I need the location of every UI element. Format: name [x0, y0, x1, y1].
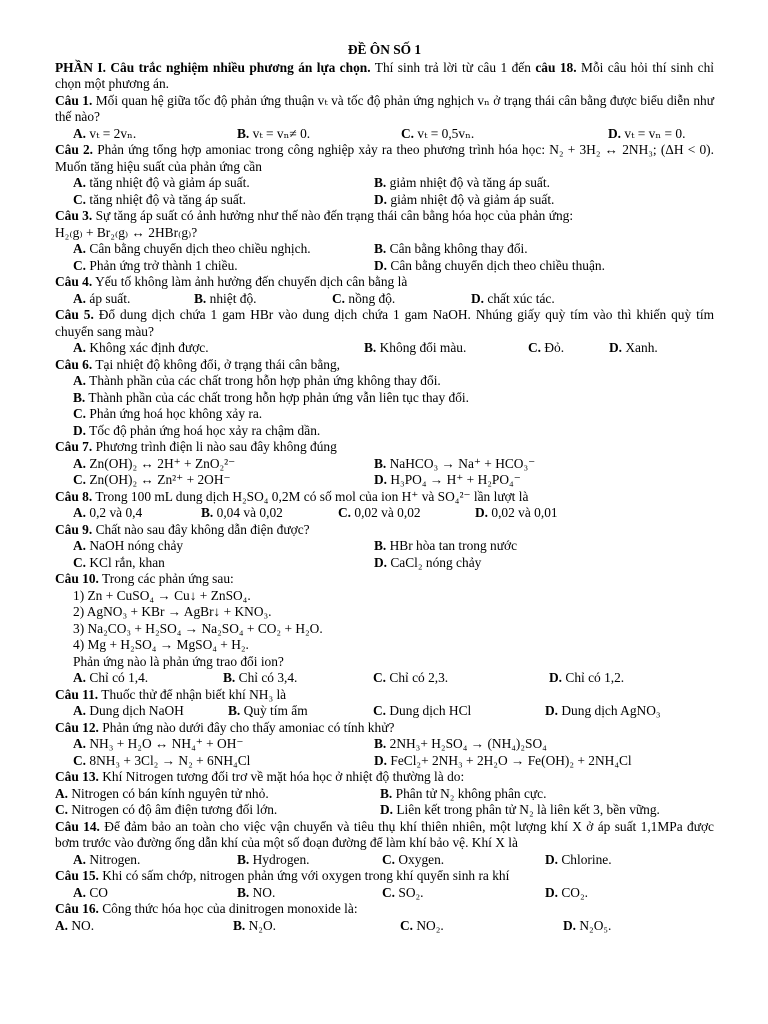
option-c[interactable]: C. Phản ứng hoá học không xảy ra. — [73, 406, 263, 421]
question-3-equation: H₂₍g₎ + Br₂₍g₎ ↔ 2HBr₍g₎? — [55, 224, 198, 240]
option-c[interactable]: C. KCl rắn, khan — [73, 554, 165, 570]
option-d[interactable]: D. Liên kết trong phân tử N₂ là liên kết 3, bền vững. — [380, 802, 660, 817]
option-d[interactable]: D. Cân bằng chuyển dịch theo chiều thuận. — [374, 257, 605, 273]
question-12: Câu 12. Phản ứng nào dưới đây cho thấy amoniac có tính khử? — [55, 719, 395, 735]
options-5 — [55, 340, 714, 357]
options-11 — [55, 703, 714, 720]
option-d[interactable]: D. chất xúc tác. — [471, 290, 555, 306]
question-13: Câu 13. Khí Nitrogen tương đối trơ về mặt hóa học ở nhiệt độ thường là do: — [55, 769, 465, 784]
options-13-row2 — [55, 802, 714, 819]
option-c[interactable]: C. Đỏ. — [528, 340, 565, 355]
option-a[interactable]: A. tăng nhiệt độ và giảm áp suất. — [73, 175, 250, 190]
question-10-ask: Phản ứng nào là phản ứng trao đổi ion? — [73, 653, 284, 669]
question-2: Câu 2. Phản ứng tổng hợp amoniac trong công nghiệp xảy ra theo phương trình hóa học: N₂ + 3H₂ ↔ 2NH₃; (ΔH < 0). Muốn tăng hiệu suất của phản ứng cần — [55, 142, 714, 174]
reaction-2: 2) AgNO₃ + KBr → AgBr↓ + KNO₃. — [73, 604, 272, 619]
option-d[interactable]: D. Dung dịch AgNO₃ — [545, 703, 661, 718]
question-1 — [55, 93, 714, 126]
option-a[interactable]: A. Chỉ có 1,4. — [73, 670, 149, 685]
question-4: Câu 4. Yếu tố không làm ảnh hưởng đến chuyển dịch cân bằng là — [55, 274, 408, 289]
option-b[interactable]: B. Chỉ có 3,4. — [223, 670, 298, 685]
option-b[interactable]: B. Hydrogen. — [237, 851, 310, 867]
option-b[interactable]: B. 0,04 và 0,02 — [201, 505, 283, 520]
question-6: Câu 6. Tại nhiệt độ không đổi, ở trạng thái cân bằng, — [55, 356, 341, 372]
option-b[interactable]: B. Không đổi màu. — [364, 340, 467, 355]
option-b[interactable]: B. giảm nhiệt độ và tăng áp suất. — [374, 175, 550, 190]
intro-text-2: Mỗi câu hỏi thí sinh chỉ chọn một phương án. — [55, 59, 715, 91]
option-b[interactable]: B. nhiệt độ. — [194, 290, 257, 306]
option-a[interactable]: A. 0,2 và 0,4 — [73, 505, 143, 520]
option-c[interactable]: C. Chỉ có 2,3. — [373, 670, 449, 685]
option-d[interactable]: D. H₃PO₄ → H⁺ + H₂PO₄⁻ — [374, 472, 521, 487]
option-c[interactable]: C. 8NH₃ + 3Cl₂ → N₂ + 6NH₄Cl — [73, 752, 251, 768]
option-b[interactable]: B. 2NH₃+ H₂SO₄ → (NH₄)₂SO₄ — [374, 736, 547, 751]
option-d[interactable]: D. CaCl₂ nóng chảy — [374, 554, 482, 570]
option-c[interactable]: C. Dung dịch HCl — [373, 703, 472, 718]
reaction-1: 1) Zn + CuSO₄ → Cu↓ + ZnSO₄. — [73, 587, 251, 603]
options-3-row2 — [55, 258, 714, 275]
options-9-row2 — [55, 555, 714, 572]
option-b[interactable]: B. vₜ = vₙ≠ 0. — [237, 125, 311, 141]
option-b[interactable]: B. Thành phần của các chất trong hỗn hợp phản ứng vẫn liên tục thay đổi. — [73, 389, 469, 405]
option-d[interactable]: D. Chlorine. — [545, 851, 612, 867]
option-a[interactable]: A. áp suất. — [73, 290, 131, 306]
question-16: Câu 16. Công thức hóa học của dinitrogen monoxide là: — [55, 901, 358, 916]
option-a[interactable]: A. CO — [73, 884, 108, 900]
option-a[interactable]: A. NaOH nóng chảy — [73, 538, 184, 553]
option-a[interactable]: A. Dung dịch NaOH — [73, 703, 184, 718]
option-d[interactable]: D. N₂O₅. — [563, 917, 612, 933]
options-13-row1 — [55, 786, 714, 803]
option-d[interactable]: D. CO₂. — [545, 884, 588, 900]
question-11: Câu 11. Thuốc thử để nhận biết khí NH₃ là — [55, 686, 287, 702]
option-d[interactable]: D. Tốc độ phản ứng hoá học xảy ra chậm dần. — [73, 422, 321, 438]
options-12-row1 — [55, 736, 714, 753]
option-b[interactable]: B. NaHCO₃ → Na⁺ + HCO₃⁻ — [374, 455, 536, 471]
option-c[interactable]: C. NO₂. — [400, 917, 444, 933]
options-4 — [55, 291, 714, 308]
option-c[interactable]: C. SO₂. — [382, 884, 424, 900]
option-c[interactable]: C. 0,02 và 0,02 — [338, 505, 421, 520]
option-c[interactable]: C. Phản ứng trở thành 1 chiều. — [73, 257, 238, 273]
option-c[interactable]: C. Zn(OH)₂ ↔ Zn²⁺ + 2OH⁻ — [73, 472, 231, 487]
option-b[interactable]: B. Quỳ tím ẩm — [228, 703, 308, 718]
option-b[interactable]: B. N₂O. — [233, 917, 276, 933]
options-2-row2 — [55, 192, 714, 209]
option-a[interactable]: A. Không xác định được. — [73, 340, 209, 355]
option-a[interactable]: A. NO. — [55, 917, 95, 933]
options-7-row2 — [55, 472, 714, 489]
options-7-row1 — [55, 456, 714, 473]
option-d[interactable]: D. Xanh. — [609, 340, 658, 355]
options-1 — [55, 126, 714, 143]
options-15 — [55, 885, 714, 902]
question-7: Câu 7. Phương trình điện li nào sau đây không đúng — [55, 439, 337, 454]
reaction-4: 4) Mg + H₂SO₄ → MgSO₄ + H₂. — [73, 637, 249, 652]
option-c[interactable]: C. vₜ = 0,5vₙ. — [401, 125, 475, 141]
option-a[interactable]: A. Nitrogen. — [73, 851, 141, 867]
option-b[interactable]: B. Phân tử N₂ không phân cực. — [380, 785, 547, 801]
option-d[interactable]: D. FeCl₂+ 2NH₃ + 2H₂O → Fe(OH)₂ + 2NH₄Cl — [374, 752, 632, 768]
option-c[interactable]: C. tăng nhiệt độ và tăng áp suất. — [73, 191, 246, 207]
options-12-row2 — [55, 753, 714, 770]
question-10: Câu 10. Trong các phản ứng sau: — [55, 571, 234, 586]
option-b[interactable]: B. NO. — [237, 884, 276, 900]
question-14: Câu 14. Để đảm bảo an toàn cho việc vận chuyển và tiêu thụ khí thiên nhiên, một lượng khí X ở áp suất 1,1MPa được bơm trước vào đường ống dẫn khí của một số đoạn đường để làm khí bảo vệ. Khí X là — [55, 818, 715, 850]
options-2-row1 — [55, 175, 714, 192]
question-8: Câu 8. Trong 100 mL dung dịch H₂SO₄ 0,2M có số mol của ion H⁺ và SO₄²⁻ lần lượt là — [55, 488, 529, 504]
question-text: Mối quan hệ giữa tốc độ phản ứng thuận vₜ và tốc độ phản ứng nghịch vₙ ở trạng thái cân bằng được biểu diễn như thế nào? — [55, 92, 714, 124]
intro — [55, 60, 714, 93]
intro-text: Thí sinh trả lời từ câu 1 đến — [370, 59, 536, 75]
option-c[interactable]: C. Oxygen. — [382, 851, 445, 867]
option-a[interactable]: A. Nitrogen có bán kính nguyên tử nhỏ. — [55, 785, 269, 801]
option-d[interactable]: D. giảm nhiệt độ và giảm áp suất. — [374, 191, 555, 207]
part-heading: PHẦN I. Câu trắc nghiệm nhiều phương án lựa chọn. — [55, 59, 371, 75]
intro-bold: câu 18. — [535, 59, 577, 75]
option-b[interactable]: B. HBr hòa tan trong nước — [374, 538, 518, 553]
option-a[interactable]: A. Thành phần của các chất trong hỗn hợp phản ứng không thay đổi. — [73, 373, 441, 388]
question-3: Câu 3. Sự tăng áp suất có ảnh hưởng như thế nào đến trạng thái cân bằng hóa học của phản ứng: — [55, 208, 574, 223]
question-9: Câu 9. Chất nào sau đây không dẫn điện được? — [55, 521, 310, 537]
option-a[interactable]: A. NH₃ + H₂O ↔ NH₄⁺ + OH⁻ — [73, 736, 244, 751]
option-d[interactable]: D. vₜ = vₙ = 0. — [608, 125, 686, 141]
question-15: Câu 15. Khi có sấm chớp, nitrogen phản ứng với oxygen trong khí quyển sinh ra khí — [55, 868, 510, 883]
option-a[interactable]: A. Zn(OH)₂ ↔ 2H⁺ + ZnO₂²⁻ — [73, 455, 236, 471]
options-14 — [55, 852, 714, 869]
option-c[interactable]: C. nồng độ. — [332, 290, 396, 306]
option-d[interactable]: D. Chỉ có 1,2. — [549, 670, 625, 685]
options-10 — [55, 670, 714, 687]
question-5: Câu 5. Đổ dung dịch chứa 1 gam HBr vào dung dịch chứa 1 gam NaOH. Nhúng giấy quỳ tím vào thì khiến quỳ tím chuyển sang màu? — [55, 307, 714, 339]
question-label: Câu 1. — [55, 92, 93, 108]
reaction-3: 3) Na₂CO₃ + H₂SO₄ → Na₂SO₄ + CO₂ + H₂O. — [73, 620, 323, 636]
option-a[interactable]: A. vₜ = 2vₙ. — [73, 125, 137, 141]
options-16 — [55, 918, 714, 935]
option-d[interactable]: D. 0,02 và 0,01 — [475, 505, 558, 520]
options-9-row1 — [55, 538, 714, 555]
options-8 — [55, 505, 714, 522]
exam-title: ĐỀ ÔN SỐ 1 — [347, 42, 422, 57]
options-3-row1 — [55, 241, 714, 258]
option-c[interactable]: C. Nitrogen có độ âm điện tương đối lớn. — [55, 802, 278, 817]
option-b[interactable]: B. Cân bằng không thay đổi. — [374, 241, 528, 256]
option-a[interactable]: A. Cân bằng chuyển dịch theo chiều nghịch. — [73, 241, 311, 256]
